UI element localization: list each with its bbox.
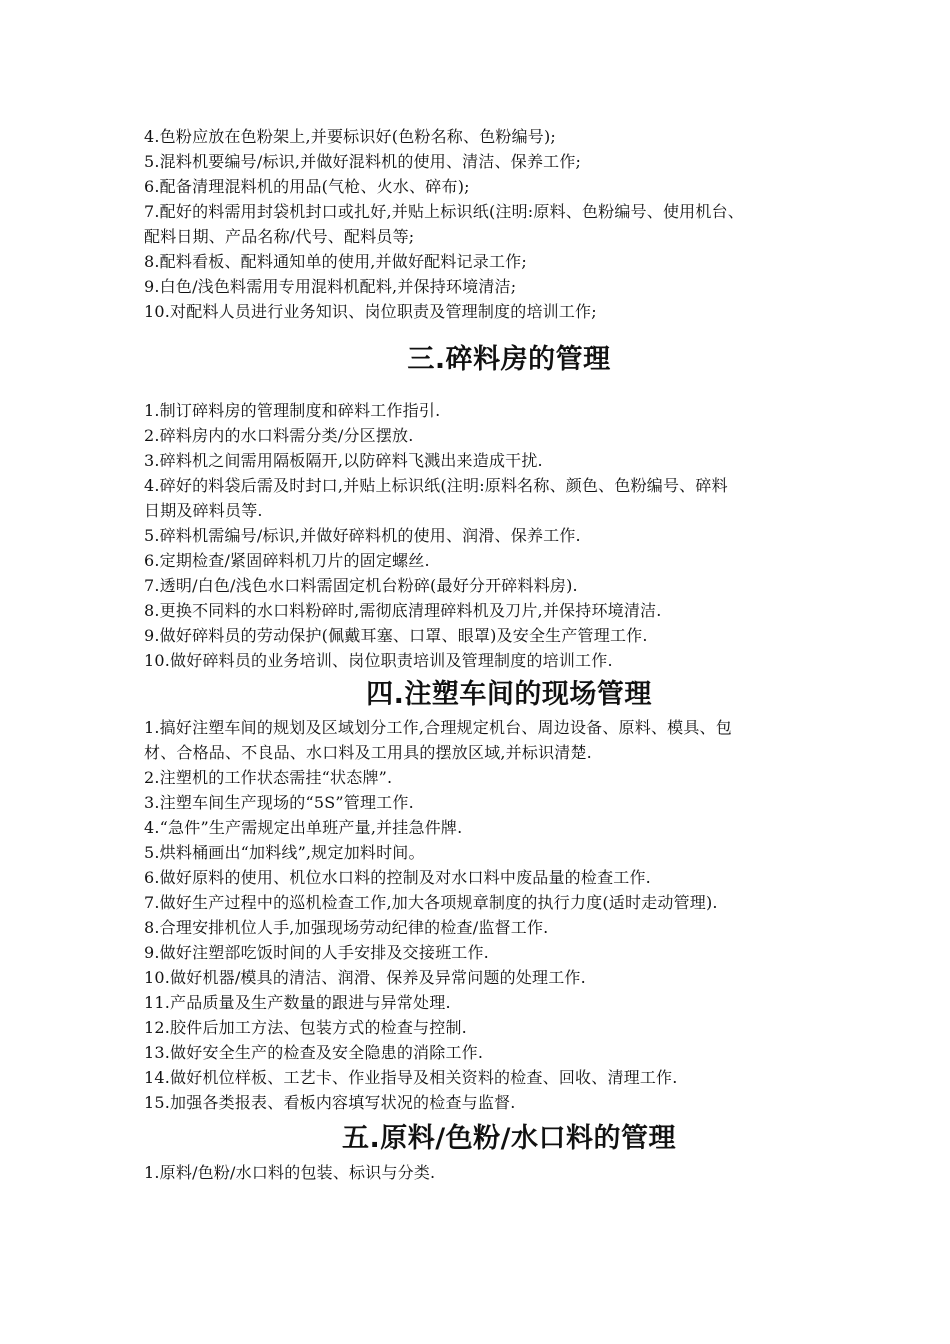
- list-item: 5.混料机要编号/标识,并做好混料机的使用、清洁、保养工作;: [144, 152, 582, 171]
- list-item: 8.更换不同料的水口料粉碎时,需彻底清理碎料机及刀片,并保持环境清洁.: [144, 601, 662, 620]
- list-item: 3.碎料机之间需用隔板隔开,以防碎料飞溅出来造成干扰.: [144, 451, 543, 470]
- list-item: 13.做好安全生产的检查及安全隐患的消除工作.: [144, 1043, 484, 1062]
- document-page: [144, 124, 874, 1185]
- list-item: 7.做好生产过程中的巡机检查工作,加大各项规章制度的执行力度(适时走动管理).: [144, 893, 718, 912]
- list-item: 14.做好机位样板、工艺卡、作业指导及相关资料的检查、回收、清理工作.: [144, 1068, 678, 1087]
- paragraph-block-1: [144, 124, 874, 324]
- list-item: 7.配好的料需用封袋机封口或扎好,并贴上标识纸(注明:原料、色粉编号、使用机台、: [144, 202, 744, 221]
- list-item: 8.合理安排机位人手,加强现场劳动纪律的检查/监督工作.: [144, 918, 549, 937]
- list-item: 3.注塑车间生产现场的“5S”管理工作.: [144, 793, 414, 812]
- list-item: 1.制订碎料房的管理制度和碎料工作指引.: [144, 401, 441, 420]
- list-item: 9.做好注塑部吃饭时间的人手安排及交接班工作.: [144, 943, 489, 962]
- list-item: 12.胶件后加工方法、包装方式的检查与控制.: [144, 1018, 467, 1037]
- section-heading-5: 五.原料/色粉/水口料的管理: [342, 1123, 676, 1154]
- section-3-list: [144, 398, 874, 673]
- section-5-list: [144, 1160, 874, 1185]
- list-item: 9.做好碎料员的劳动保护(佩戴耳塞、口罩、眼罩)及安全生产管理工作.: [144, 626, 648, 645]
- list-item: 2.注塑机的工作状态需挂“状态牌”.: [144, 768, 393, 787]
- list-item: 6.定期检查/紧固碎料机刀片的固定螺丝.: [144, 551, 430, 570]
- list-item: 7.透明/白色/浅色水口料需固定机台粉碎(最好分开碎料料房).: [144, 576, 578, 595]
- list-item: 4.“急件”生产需规定出单班产量,并挂急件牌.: [144, 818, 463, 837]
- list-item: 5.烘料桶画出“加料线”,规定加料时间。: [144, 843, 425, 862]
- list-item-continuation: 材、合格品、不良品、水口料及工用具的摆放区域,并标识清楚.: [144, 743, 592, 762]
- list-item: 10.对配料人员进行业务知识、岗位职责及管理制度的培训工作;: [144, 302, 597, 321]
- section-4-list: [144, 715, 874, 1115]
- list-item: 10.做好碎料员的业务培训、岗位职责培训及管理制度的培训工作.: [144, 651, 613, 670]
- list-item: 6.配备清理混料机的用品(气枪、火水、碎布);: [144, 177, 470, 196]
- list-item: 2.碎料房内的水口料需分类/分区摆放.: [144, 426, 414, 445]
- list-item-continuation: 配料日期、产品名称/代号、配料员等;: [144, 227, 415, 246]
- list-item: 4.碎好的料袋后需及时封口,并贴上标识纸(注明:原料名称、颜色、色粉编号、碎料: [144, 476, 728, 495]
- list-item: 9.白色/浅色料需用专用混料机配料,并保持环境清洁;: [144, 277, 517, 296]
- list-item: 8.配料看板、配料通知单的使用,并做好配料记录工作;: [144, 252, 527, 271]
- list-item: 6.做好原料的使用、机位水口料的控制及对水口料中废品量的检查工作.: [144, 868, 651, 887]
- list-item: 10.做好机器/模具的清洁、润滑、保养及异常问题的处理工作.: [144, 968, 586, 987]
- list-item: 4.色粉应放在色粉架上,并要标识好(色粉名称、色粉编号);: [144, 127, 557, 146]
- list-item: 1.原料/色粉/水口料的包装、标识与分类.: [144, 1163, 436, 1182]
- list-item: 1.搞好注塑车间的规划及区域划分工作,合理规定机台、周边设备、原料、模具、包: [144, 718, 732, 737]
- list-item-continuation: 日期及碎料员等.: [144, 501, 263, 520]
- list-item: 5.碎料机需编号/标识,并做好碎料机的使用、润滑、保养工作.: [144, 526, 581, 545]
- section-heading-3: 三.碎料房的管理: [407, 344, 611, 375]
- list-item: 11.产品质量及生产数量的跟进与异常处理.: [144, 993, 451, 1012]
- list-item: 15.加强各类报表、看板内容填写状况的检查与监督.: [144, 1093, 516, 1112]
- section-heading-4: 四.注塑车间的现场管理: [366, 679, 652, 710]
